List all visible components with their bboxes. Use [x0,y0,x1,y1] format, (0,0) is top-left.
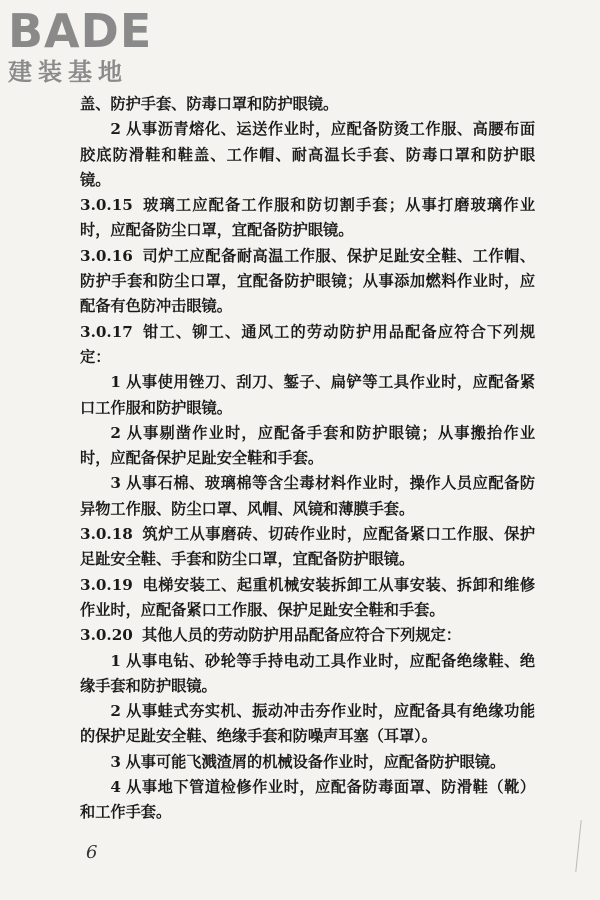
clause-number: 3.0.15 [80,196,133,215]
sub-item-3-debris [80,750,535,775]
paragraph-text: 钳工、铆工、通风工的劳动防护用品配备应符合下列规定： [80,322,535,366]
sub-item-2-asphalt [80,117,535,193]
paragraph-text: 从事可能飞溅渣屑的机械设备作业时，应配备防护眼镜。 [125,752,506,771]
clause-number: 3.0.17 [80,322,133,341]
item-number: 1 [110,651,121,670]
paragraph-text: 电梯安装工、起重机械安装拆卸工从事安装、拆卸和维修作业时，应配备紧口工作服、保护足趾安全鞋和手套。 [80,575,535,619]
sub-item-1-power-tools [80,649,535,700]
item-number: 2 [110,120,121,139]
sub-item-4-pipeline [80,775,535,826]
document-body [80,92,535,826]
item-number: 2 [110,702,121,721]
paragraph-text: 从事电钻、砂轮等手持电动工具作业时，应配备绝缘鞋、绝缘手套和防护眼镜。 [80,651,535,695]
scan-edge-mark [575,820,581,872]
item-number: 3 [110,752,121,771]
paragraph-text: 从事使用锉刀、刮刀、錾子、扁铲等工具作业时，应配备紧口工作服和防护眼镜。 [80,373,535,417]
sub-item-3-asbestos [80,471,535,522]
paragraph-text: 司炉工应配备耐高温工作服、保护足趾安全鞋、工作帽、防护手套和防尘口罩，宜配备防护眼镜；从事添加燃料作业时，应配备有色防冲击眼镜。 [80,246,535,316]
clause-number: 3.0.18 [80,525,133,544]
item-number: 1 [110,373,121,392]
paragraph-text: 盖、防护手套、防毒口罩和防护眼镜。 [80,95,339,113]
item-number: 3 [110,474,121,493]
logo-subtitle: 建装基地 [8,58,128,86]
clause-3-0-18 [80,522,535,573]
clause-number: 3.0.20 [80,626,133,645]
clause-number: 3.0.19 [80,575,133,594]
item-number: 2 [110,423,121,442]
paragraph-text: 玻璃工应配备工作服和防切割手套；从事打磨玻璃作业时，应配备防尘口罩，宜配备防护眼镜。 [80,196,535,240]
item-number: 4 [110,778,121,797]
clause-3-0-16 [80,244,535,320]
paragraph-text: 从事石棉、玻璃棉等含尘毒材料作业时，操作人员应配备防异物工作服、防尘口罩、风帽、风镜和薄膜手套。 [80,474,535,518]
logo-wordmark: BADE [8,4,153,58]
paragraph-text: 其他人员的劳动防护用品配备应符合下列规定： [141,626,461,645]
clause-3-0-20 [80,623,535,648]
clause-number: 3.0.16 [80,246,133,265]
clause-3-0-15 [80,193,535,244]
sub-item-2-tamper [80,699,535,750]
page-number: 6 [86,842,98,863]
sub-item-1-filing [80,370,535,421]
clause-3-0-19 [80,573,535,624]
paragraph-text: 从事沥青熔化、运送作业时，应配备防烫工作服、高腰布面胶底防滑鞋和鞋盖、工作帽、耐高温长手套、防毒口罩和防护眼镜。 [80,120,535,189]
paragraph-text: 从事地下管道检修作业时，应配备防毒面罩、防滑鞋（靴）和工作手套。 [80,778,535,822]
paragraph-continuation [80,92,535,117]
clause-3-0-17 [80,320,535,371]
sub-item-2-chiseling [80,421,535,472]
bade-logo [8,6,152,86]
paragraph-text: 筑炉工从事磨砖、切砖作业时，应配备紧口工作服、保护足趾安全鞋、手套和防尘口罩，宜配备防护眼镜。 [80,525,535,569]
paragraph-text: 从事蛙式夯实机、振动冲击夯作业时，应配备具有绝缘功能的保护足趾安全鞋、绝缘手套和防噪声耳塞（耳罩）。 [80,702,535,746]
paragraph-text: 从事剔凿作业时，应配备手套和防护眼镜；从事搬抬作业时，应配备保护足趾安全鞋和手套。 [80,423,535,468]
